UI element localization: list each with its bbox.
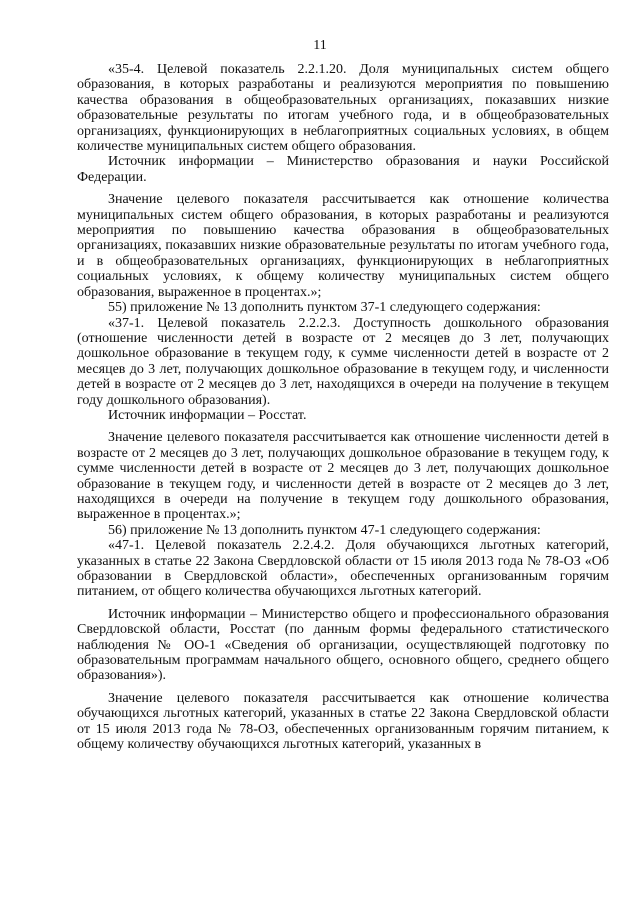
paragraph-calculation-35-4: Значение целевого показателя рассчитывается как отношение количества муниципальных систем общего образования, в которых разработаны и реализуются мероприятия по повышению качества образования в общеобразовательных организациях, показавших низкие образовательные результаты по итогам учебного года, и в общеобразовательных организациях, функционирующих в неблагоприятных социальных условиях, к общему количеству муниципальных систем общего образования, выраженное в процентах.»; [77, 192, 609, 300]
paragraph-indicator-47-1: «47-1. Целевой показатель 2.2.4.2. Доля обучающихся льготных категорий, указанных в статье 22 Закона Свердловской области от 15 июля 2013 года № 78-ОЗ «Об образовании в Свердловской области», обеспеченных организованным горячим питанием, от общего количества обучающихся льготных категорий. [77, 538, 609, 600]
page-number: 11 [313, 38, 327, 53]
paragraph-source-rosstat: Источник информации – Росстат. [108, 407, 307, 423]
paragraph-indicator-37-1: «37-1. Целевой показатель 2.2.2.3. Доступность дошкольного образования (отношение численности детей в возрасте от 2 месяцев до 3 лет, получающих дошкольное образование в текущем году, к сумме численности детей в возрасте от 2 месяцев до 3 лет, получающих дошкольное образование в текущем году, и численности детей в возрасте от 2 месяцев до 3 лет, находящихся в очереди на получение в текущем году дошкольного образования). [77, 315, 609, 408]
paragraph-calculation-37-1: Значение целевого показателя рассчитывается как отношение численности детей в возрасте от 2 месяцев до 3 лет, получающих дошкольное образование в текущем году, к сумме численности детей в возрасте от 2 месяцев до 3 лет, получающих дошкольное образование в текущем году, и численности детей в возрасте от 2 месяцев до 3 лет, находящихся в очереди на получение в текущем году дошкольного образования, выраженное в процентах.»; [77, 430, 609, 523]
paragraph-indicator-35-4: «35-4. Целевой показатель 2.2.1.20. Доля муниципальных систем общего образования, в которых разработаны и реализуются мероприятия по повышению качества образования в общеобразовательных организациях, показавших низкие образовательные результаты по итогам учебного года, и в общеобразовательных организациях, функционирующих в неблагоприятных социальных условиях, в общем количестве муниципальных систем общего образования. [77, 62, 609, 155]
paragraph-source-ministry-rosstat: Источник информации – Министерство общего и профессионального образования Свердловской области, Росстат (по данным формы федерального статистического наблюдения № ОО-1 «Сведения об организации, осуществляющей подготовку по образовательным программам начального общего, основного общего, среднего общего образования»). [77, 606, 609, 684]
paragraph-source-ministry: Источник информации – Министерство образования и науки Российской Федерации. [77, 154, 609, 185]
document-text [77, 62, 609, 752]
paragraph-amendment-55: 55) приложение № 13 дополнить пунктом 37-1 следующего содержания: [108, 300, 541, 316]
paragraph-calculation-47-1: Значение целевого показателя рассчитывается как отношение количества обучающихся льготных категорий, указанных в статье 22 Закона Свердловской области от 15 июля 2013 года № 78-ОЗ, обеспеченных организованным горячим питанием, к общему количеству обучающихся льготных категорий, указанных в [77, 690, 609, 753]
paragraph-amendment-56: 56) приложение № 13 дополнить пунктом 47-1 следующего содержания: [108, 522, 541, 538]
